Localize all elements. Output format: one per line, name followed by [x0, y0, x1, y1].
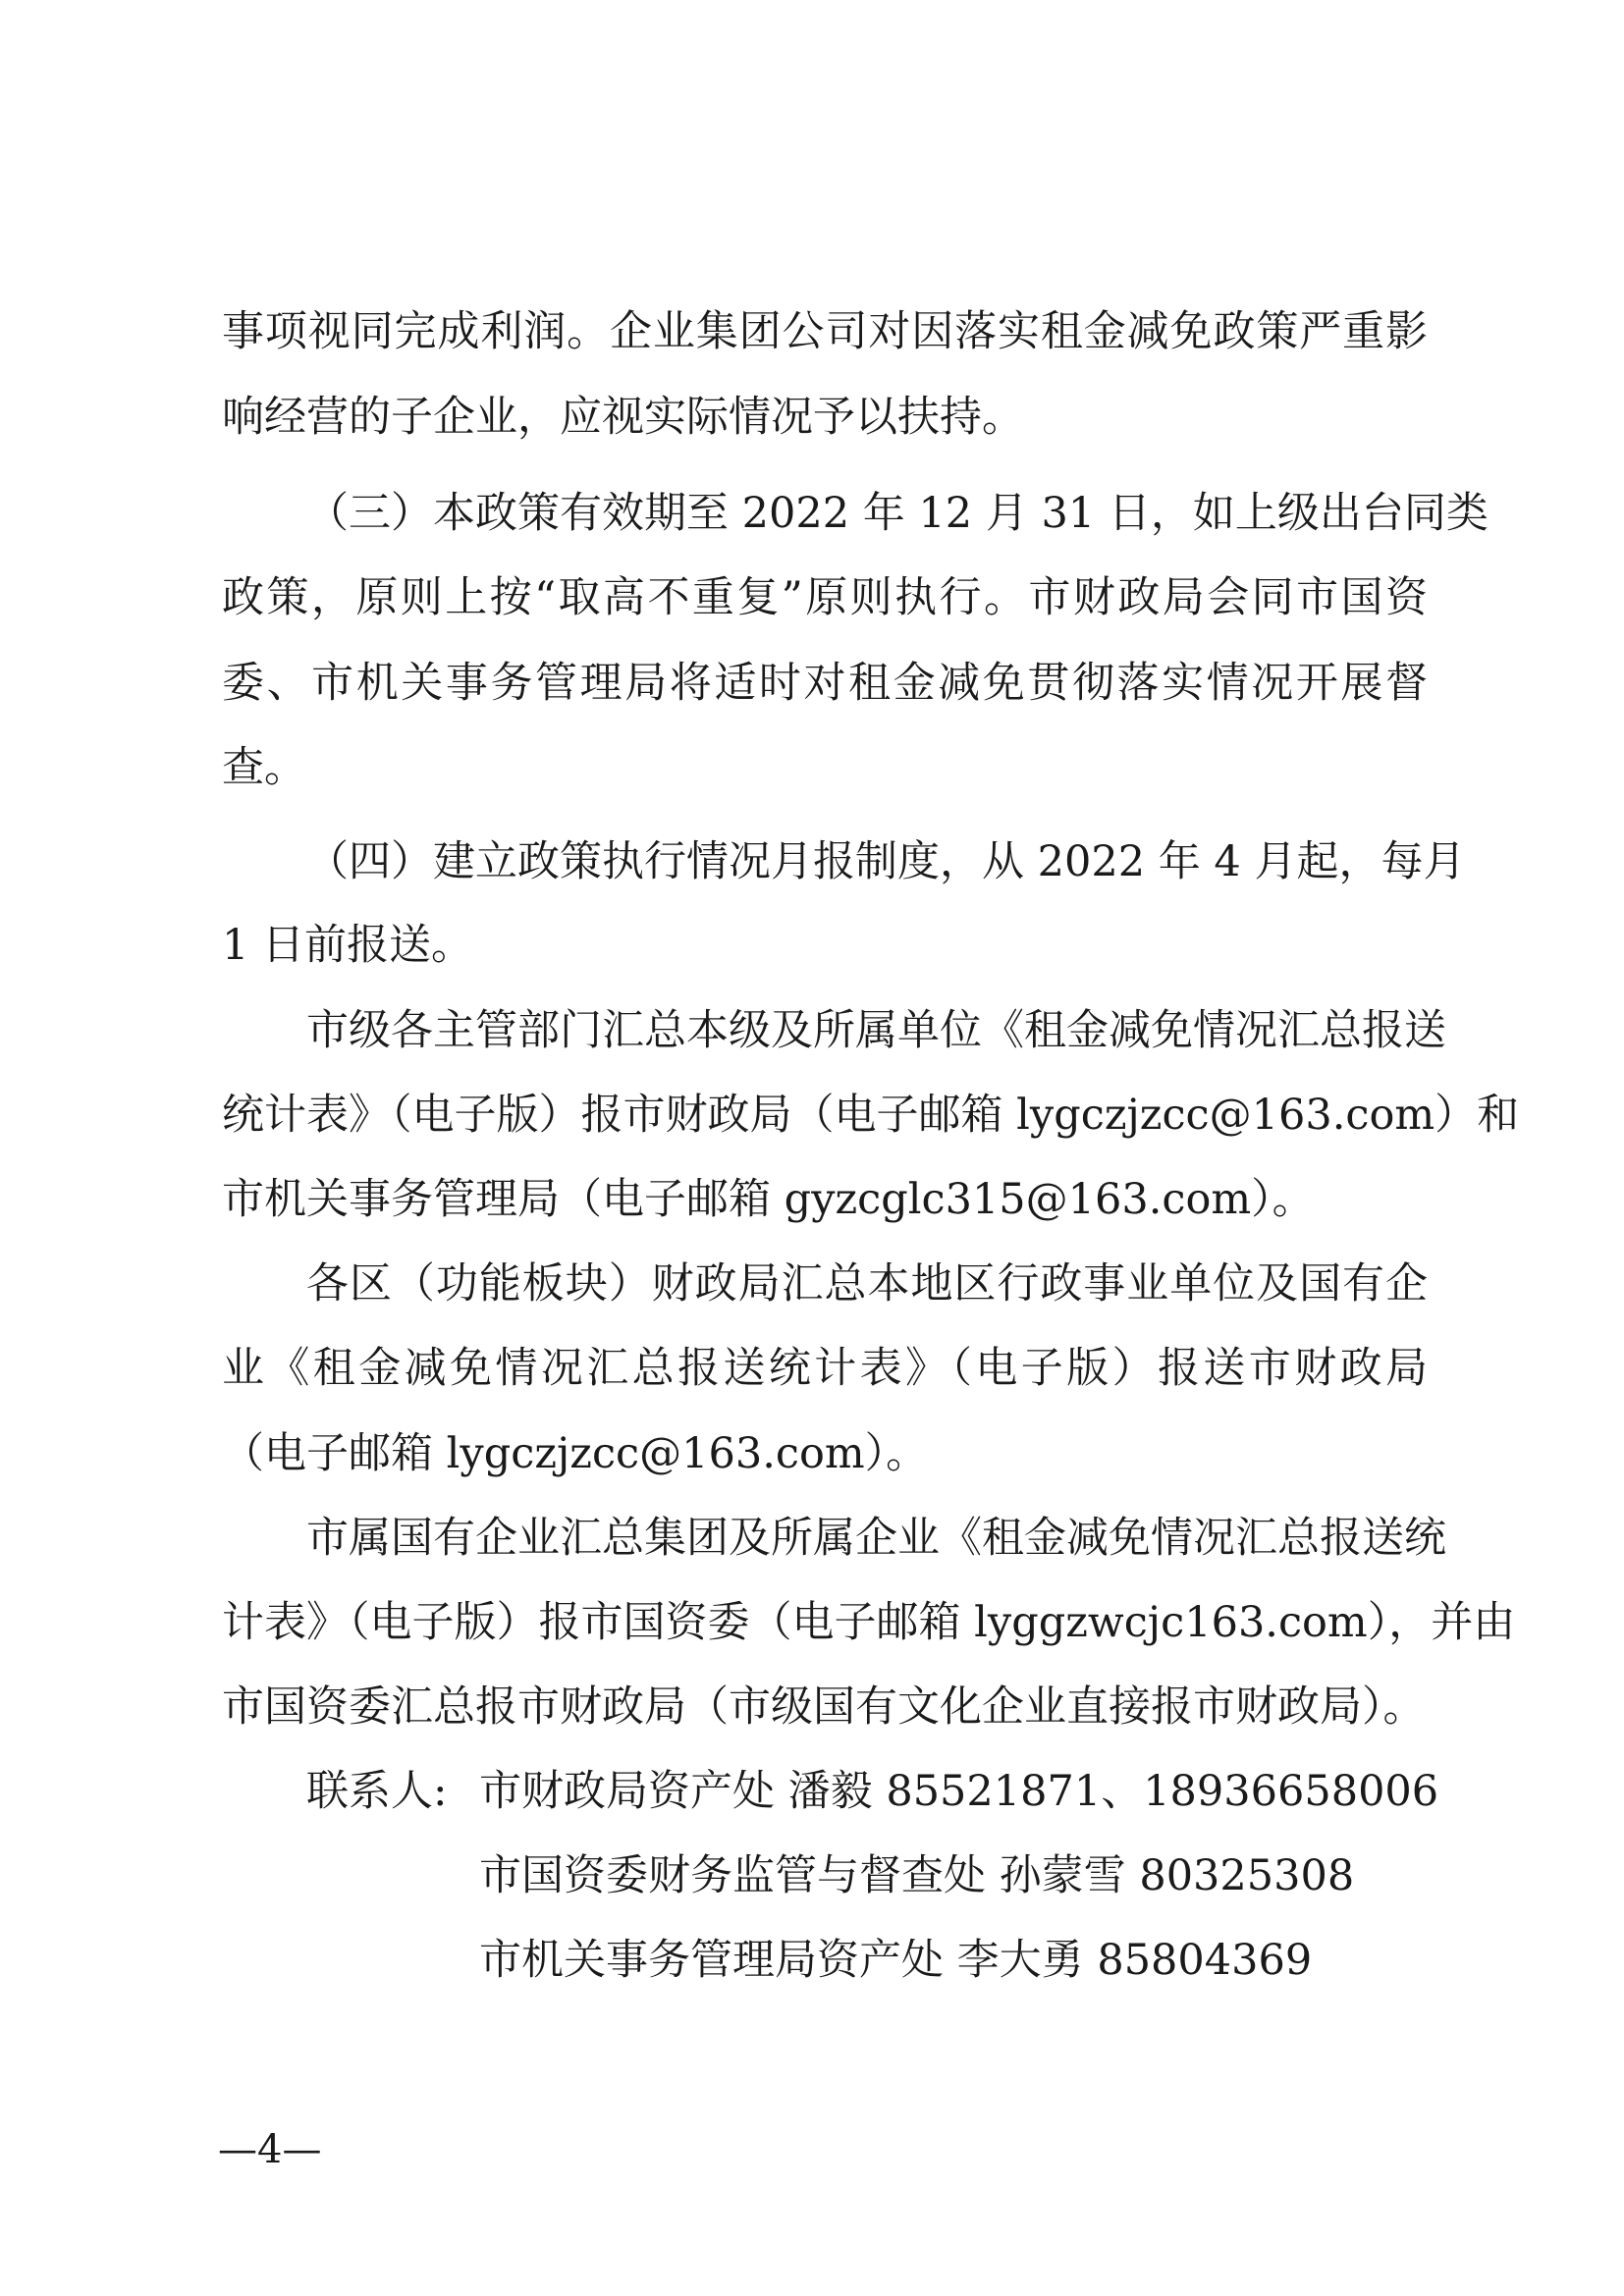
- paragraph-line: 市国资委汇总报市财政局（市级国有文化企业直接报市财政局）。: [222, 1682, 1426, 1732]
- paragraph-line: （三）本政策有效期至 2022 年 12 月 31 日，如上级出台同类: [306, 489, 1489, 538]
- paragraph-line: 事项视同完成利润。企业集团公司对因落实租金减免政策严重影: [222, 307, 1428, 356]
- contact-entry: 市国资委财务监管与督查处 孙蒙雪 80325308: [479, 1851, 1355, 1900]
- paragraph-line: （电子邮箱 lygczjzcc@163.com）。: [222, 1429, 929, 1478]
- paragraph-line: 统计表》（电子版）报市财政局（电子邮箱 lygczjzcc@163.com）和: [222, 1091, 1520, 1140]
- paragraph-line: 响经营的子企业，应视实际情况予以扶持。: [222, 393, 1024, 442]
- paragraph-line: 市机关事务管理局（电子邮箱 gyzcglc315@163.com）。: [222, 1175, 1315, 1224]
- paragraph-line: 查。: [222, 743, 306, 792]
- paragraph-line: 市级各主管部门汇总本级及所属单位《租金减免情况汇总报送: [306, 1006, 1446, 1055]
- paragraph-line: 委、市机关事务管理局将适时对租金减免贯彻落实情况开展督: [222, 659, 1428, 708]
- contact-label: 联系人:: [306, 1767, 448, 1816]
- paragraph-line: 政策，原则上按“取高不重复”原则执行。市财政局会同市国资: [222, 573, 1428, 622]
- paragraph-line: （四）建立政策执行情况月报制度，从 2022 年 4 月起，每月: [306, 837, 1466, 886]
- paragraph-line: 1 日前报送。: [222, 921, 474, 970]
- contact-entry: 市财政局资产处 潘毅 85521871、18936658006: [479, 1767, 1439, 1816]
- paragraph-line: 各区（功能板块）财政局汇总本地区行政事业单位及国有企: [306, 1259, 1428, 1308]
- paragraph-line: 市属国有企业汇总集团及所属企业《租金减免情况汇总报送统: [306, 1514, 1446, 1563]
- paragraph-line: 计表》（电子版）报市国资委（电子邮箱 lyggzwcjc163.com），并由: [222, 1598, 1516, 1647]
- contact-entry: 市机关事务管理局资产处 李大勇 85804369: [479, 1936, 1313, 1985]
- page-number: —4—: [218, 2127, 322, 2172]
- paragraph-line: 业《租金减免情况汇总报送统计表》（电子版）报送市财政局: [222, 1344, 1428, 1393]
